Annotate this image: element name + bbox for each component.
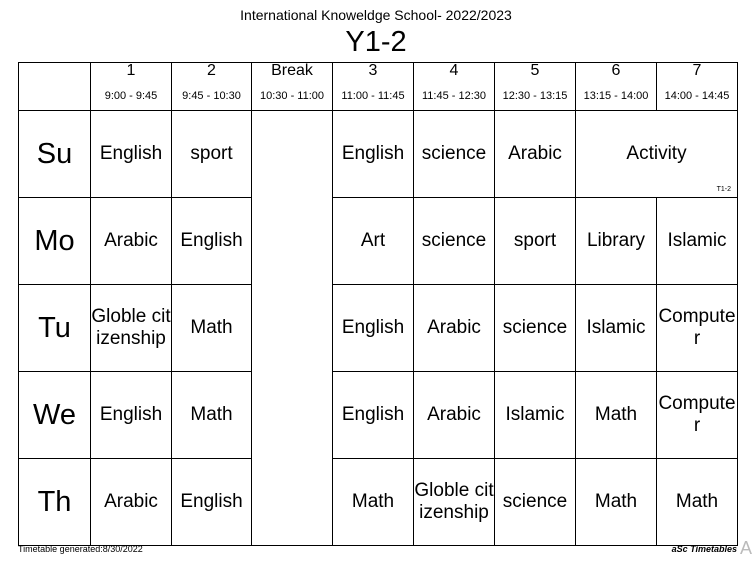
lesson-cell bbox=[333, 372, 414, 459]
day-row-th bbox=[19, 459, 738, 546]
lesson-cell bbox=[333, 198, 414, 285]
day-label: We bbox=[19, 372, 91, 459]
lesson-cell bbox=[172, 459, 252, 546]
lesson-cell bbox=[91, 459, 172, 546]
lesson-cell bbox=[495, 285, 576, 372]
lesson-cell bbox=[657, 198, 738, 285]
lesson-cell bbox=[333, 111, 414, 198]
subject-label: Arabic bbox=[104, 491, 158, 512]
lesson-cell bbox=[172, 285, 252, 372]
lesson-cell bbox=[91, 198, 172, 285]
subject-label: Arabic bbox=[427, 404, 481, 425]
lesson-cell bbox=[657, 285, 738, 372]
lesson-cell bbox=[495, 111, 576, 198]
subject-label: science bbox=[502, 491, 568, 512]
day-row-su bbox=[19, 111, 738, 198]
subject-label: Arabic bbox=[508, 143, 562, 164]
subject-label: English bbox=[341, 143, 405, 164]
day-row-we bbox=[19, 372, 738, 459]
period-header bbox=[495, 63, 576, 111]
period-number: 4 bbox=[449, 62, 459, 79]
corner-cell bbox=[19, 63, 91, 111]
subject-label: science bbox=[502, 317, 568, 338]
subject-label: Math bbox=[594, 491, 638, 512]
day-label: Th bbox=[19, 459, 91, 546]
period-time: 9:00 - 9:45 bbox=[104, 90, 158, 102]
period-time: 13:15 - 14:00 bbox=[583, 90, 649, 102]
period-time: 9:45 - 10:30 bbox=[182, 90, 241, 102]
subject-label: science bbox=[421, 230, 487, 251]
lesson-cell bbox=[576, 198, 657, 285]
period-number: 7 bbox=[692, 62, 702, 79]
period-header bbox=[333, 63, 414, 111]
subject-label: Math bbox=[190, 317, 233, 338]
period-number: 1 bbox=[126, 62, 136, 79]
lesson-cell bbox=[495, 459, 576, 546]
subject-label: sport bbox=[513, 230, 557, 251]
subject-label: Globle citizenship bbox=[91, 306, 171, 349]
lesson-cell bbox=[576, 459, 657, 546]
subject-label: sport bbox=[190, 143, 233, 164]
subject-label: Computer bbox=[658, 306, 736, 349]
period-header bbox=[657, 63, 738, 111]
lesson-cell bbox=[414, 372, 495, 459]
day-label: Tu bbox=[19, 285, 91, 372]
lesson-cell bbox=[495, 372, 576, 459]
day-row-mo bbox=[19, 198, 738, 285]
period-number: Break bbox=[271, 62, 313, 79]
lesson-cell bbox=[414, 285, 495, 372]
lesson-cell bbox=[657, 459, 738, 546]
lesson-cell bbox=[576, 372, 657, 459]
subject-label: Islamic bbox=[667, 230, 727, 251]
period-number: 6 bbox=[611, 62, 621, 79]
brand-label: aSc Timetables bbox=[671, 544, 737, 554]
lesson-cell bbox=[333, 459, 414, 546]
period-header bbox=[91, 63, 172, 111]
lesson-cell bbox=[576, 285, 657, 372]
lesson-cell bbox=[172, 372, 252, 459]
subject-label: Islamic bbox=[505, 404, 565, 425]
period-time: 11:00 - 11:45 bbox=[341, 90, 405, 102]
subject-label: Activity bbox=[626, 143, 687, 164]
lesson-cell bbox=[91, 285, 172, 372]
subject-label: English bbox=[341, 317, 405, 338]
subject-label: Library bbox=[586, 230, 646, 251]
period-number: 5 bbox=[530, 62, 540, 79]
break-header bbox=[252, 63, 333, 111]
subject-label: Globle citizenship bbox=[414, 480, 494, 523]
break-column bbox=[252, 111, 333, 546]
lesson-cell bbox=[657, 372, 738, 459]
subject-label: Math bbox=[190, 404, 233, 425]
day-label: Mo bbox=[19, 198, 91, 285]
room-code: T1-2 bbox=[716, 186, 731, 193]
subject-label: Math bbox=[675, 491, 719, 512]
period-time: 14:00 - 14:45 bbox=[664, 90, 730, 102]
subject-label: English bbox=[99, 404, 163, 425]
subject-label: Art bbox=[360, 230, 386, 251]
period-header-row bbox=[19, 63, 738, 111]
school-title: International Knoweldge School- 2022/2023 bbox=[240, 7, 512, 23]
lesson-cell bbox=[495, 198, 576, 285]
period-header bbox=[414, 63, 495, 111]
lesson-cell-merged bbox=[576, 111, 738, 198]
subject-label: Arabic bbox=[104, 230, 158, 251]
period-number: 3 bbox=[368, 62, 378, 79]
subject-label: English bbox=[99, 143, 163, 164]
subject-label: Computer bbox=[658, 393, 736, 436]
subject-label: science bbox=[421, 143, 487, 164]
class-title: Y1-2 bbox=[345, 26, 407, 58]
subject-label: English bbox=[341, 404, 405, 425]
lesson-cell bbox=[333, 285, 414, 372]
lesson-cell bbox=[172, 111, 252, 198]
lesson-cell bbox=[91, 372, 172, 459]
brand-mark: A bbox=[739, 538, 752, 558]
generated-date: Timetable generated:8/30/2022 bbox=[18, 544, 143, 554]
period-header bbox=[576, 63, 657, 111]
lesson-cell bbox=[414, 198, 495, 285]
day-label: Su bbox=[19, 111, 91, 198]
day-row-tu bbox=[19, 285, 738, 372]
timetable bbox=[18, 62, 738, 546]
lesson-cell bbox=[414, 459, 495, 546]
period-time: 10:30 - 11:00 bbox=[259, 90, 324, 102]
subject-label: English bbox=[180, 491, 243, 512]
period-time: 12:30 - 13:15 bbox=[502, 90, 568, 102]
period-number: 2 bbox=[207, 62, 216, 79]
lesson-cell bbox=[414, 111, 495, 198]
subject-label: Arabic bbox=[427, 317, 481, 338]
subject-label: English bbox=[180, 230, 243, 251]
period-header bbox=[172, 63, 252, 111]
lesson-cell bbox=[91, 111, 172, 198]
subject-label: Islamic bbox=[586, 317, 646, 338]
subject-label: Math bbox=[594, 404, 638, 425]
subject-label: Math bbox=[351, 491, 395, 512]
lesson-cell bbox=[172, 198, 252, 285]
period-time: 11:45 - 12:30 bbox=[421, 90, 486, 102]
